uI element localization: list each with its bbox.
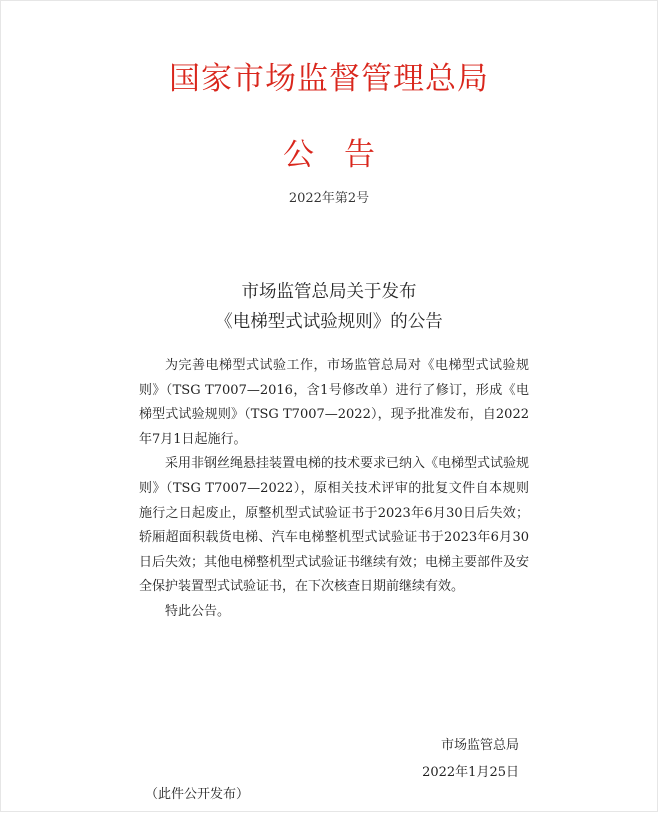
announcement-body [139,354,529,625]
org-title: 国家市场监督管理总局 [169,61,489,97]
doc-number: 2022年第2号 [288,191,370,206]
body-paragraph-2: 采用非钢丝绳悬挂装置电梯的技术要求已纳入《电梯型式试验规则》（TSG T7007—2022），原相关技术评审的批复文件自本规则施行之日起废止，原整机型式试验证书于2023年6月30日后失效；轿厢超面积载货电梯、汽车电梯整机型式试验证书于2023年6月30日后失效；其他电梯整机型式试验证书继续有效；电梯主要部件及安全保护装置型式试验证书，在下次核查日期前继续有效。 [139,456,530,595]
heading-line-1: 市场监管总局关于发布 [241,282,417,302]
body-paragraph-1: 为完善电梯型式试验工作，市场监管总局对《电梯型式试验规则》（TSG T7007—2016，含1号修改单）进行了修订，形成《电梯型式试验规则》（TSG T7007—2022），现予批准发布，自2022年7月1日起施行。 [139,358,529,447]
body-paragraph-3: 特此公告。 [165,603,231,619]
issuer-name: 市场监管总局 [440,738,519,753]
issue-date: 2022年1月25日 [422,765,519,780]
doc-type-title: 公告 [283,137,405,173]
announcement-heading [1,277,657,337]
disclosure-note: （此件公开发布） [145,787,250,802]
heading-line-2: 《电梯型式试验规则》的公告 [215,312,443,332]
